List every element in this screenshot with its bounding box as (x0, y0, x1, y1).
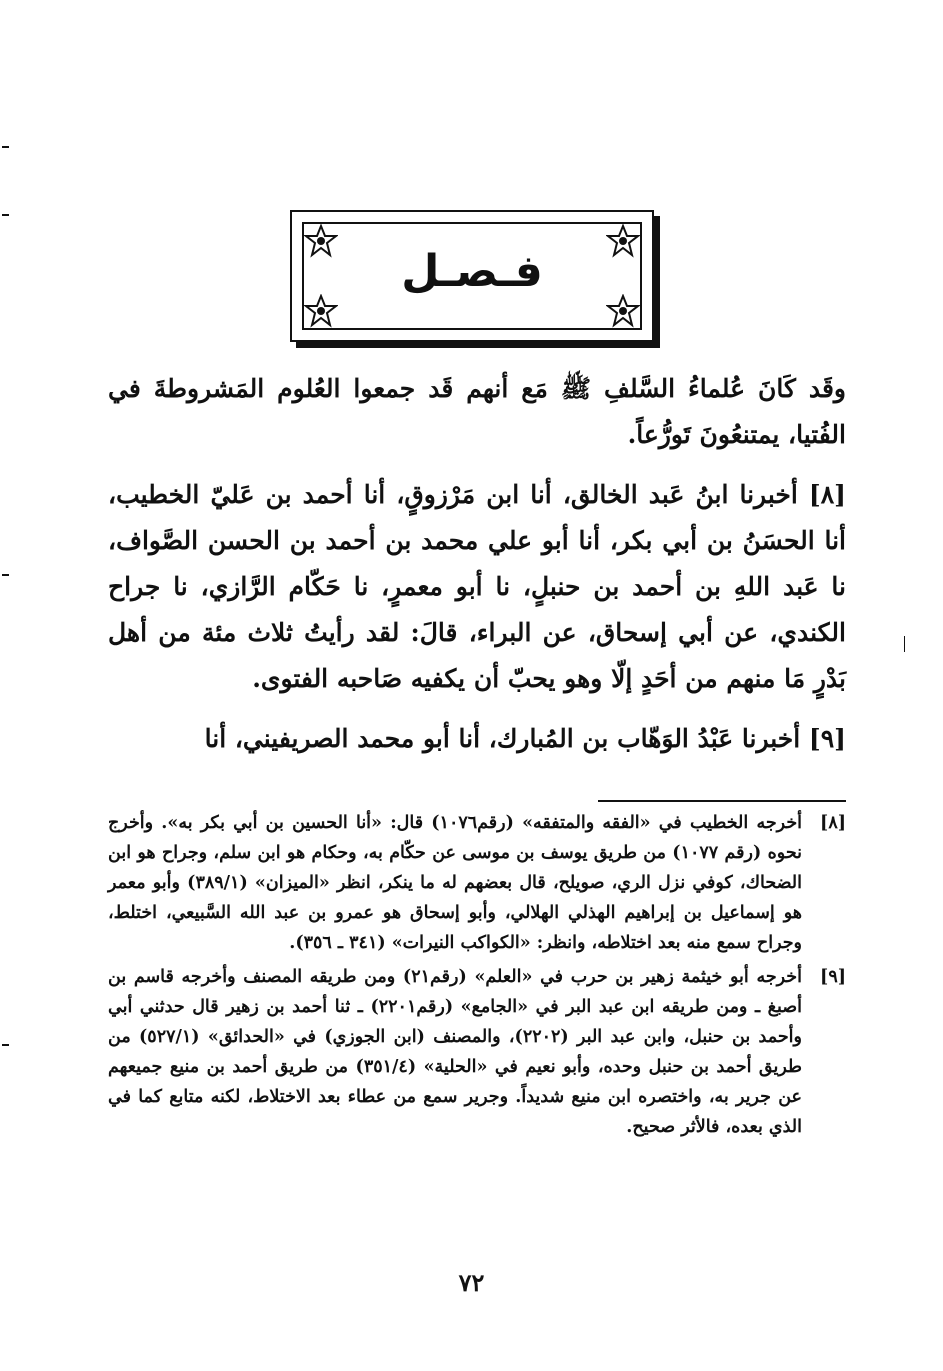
footnote-number: [٨] (820, 813, 846, 833)
narration-paragraph-9: [٩] أخبرنا عَبْدُ الوَهّاب بن المُبارك، أنا أبو محمد الصريفيني، أنا (204, 724, 846, 753)
footnote-number: [٩] (820, 967, 846, 987)
margin-mark (2, 1044, 9, 1046)
footnote-separator (598, 800, 846, 802)
footnote-9 (108, 962, 846, 1142)
footnotes (108, 808, 846, 1146)
intro-paragraph: وقَد كَانَ عُلماءُ السَّلفِ ﷺ مَع أنهم قَد جمعوا العُلوم المَشروطةَ في الفُتيا، يمتنعُونَ تَورُّعاً. (108, 374, 846, 449)
margin-mark (904, 636, 905, 652)
margin-mark (2, 214, 9, 216)
star-ornament-icon (304, 294, 338, 328)
narration-paragraph-8: [٨] أخبرنا ابنُ عَبد الخالق، أنا ابن مَرْزوقٍ، أنا أحمد بن عَليّ الخطيب، أنا الحسَنُ بن أبي بكر، أنا أبو علي محمد بن أحمد بن الحسن الصَّواف، نا عَبد اللهِ بن أحمد بن حنبلٍ، نا أبو معمرٍ، نا حَكّام الرَّازي، نا جراح الكندي، عن أبي إسحاق، عن البراء، قالَ: لقد رأيتُ ثلاث مئة من أهل بَدْرٍ مَا منهم من أحَدٍ إلّا وهو يحبّ أن يكفيه صَاحبه الفتوى. (108, 480, 846, 693)
footnote-text: أخرجه الخطيب في «الفقه والمتفقه» (رقم١٠٧٦) قال: «أنا الحسين بن أبي بكر به». وأخرج نحوه (رقم ١٠٧٧) من طريق يوسف بن موسى عن حكّام به، وحكام هو ابن سلم، وجراح هو ابن الضحاك، كوفي نزل الري، صويلح، قال بعضهم له ما ينكر، انظر «الميزان» (٣٨٩/١) وأبو معمر هو إسماعيل بن إبراهيم الهذلي الهلالي، وأبو إسحاق هو عمرو بن عبد الله السَّبيعي، اختلط، وجراح سمع منه بعد اختلاطه، وانظر: «الكواكب النيرات» (٣٤١ ـ ٣٥٦). (108, 813, 803, 953)
margin-mark (2, 146, 9, 148)
footnote-text: أخرجه أبو خيثمة زهير بن حرب في «العلم» (رقم٢١) ومن طريقه المصنف وأخرجه قاسم بن أصبغ ـ ومن طريقه ابن عبد البر في «الجامع» (رقم٢٢٠١) ـ ثنا أحمد بن زهير قال حدثني أبي وأحمد بن حنبل، وابن عبد البر (٢٢٠٢)، والمصنف (ابن الجوزي) في «الحدائق» (٥٢٧/١) من طريق أحمد بن حنبل وحده، وأبو نعيم في «الحلية» (٣٥١/٤) من طريق أحمد بن منيع جميعهم عن جرير به، واختصره ابن منيع شديداً. وجرير سمع من عطاء بعد الاختلاط، لكنه متابع كما في الذي بعده، فالأثر صحيح. (108, 967, 802, 1137)
main-text (108, 366, 846, 776)
footnote-8 (108, 808, 846, 958)
section-heading-frame (290, 210, 654, 342)
margin-mark (2, 574, 9, 576)
star-ornament-icon (606, 294, 640, 328)
page-number: ٧٢ (458, 1268, 485, 1297)
section-title: فـصـل (401, 246, 543, 297)
